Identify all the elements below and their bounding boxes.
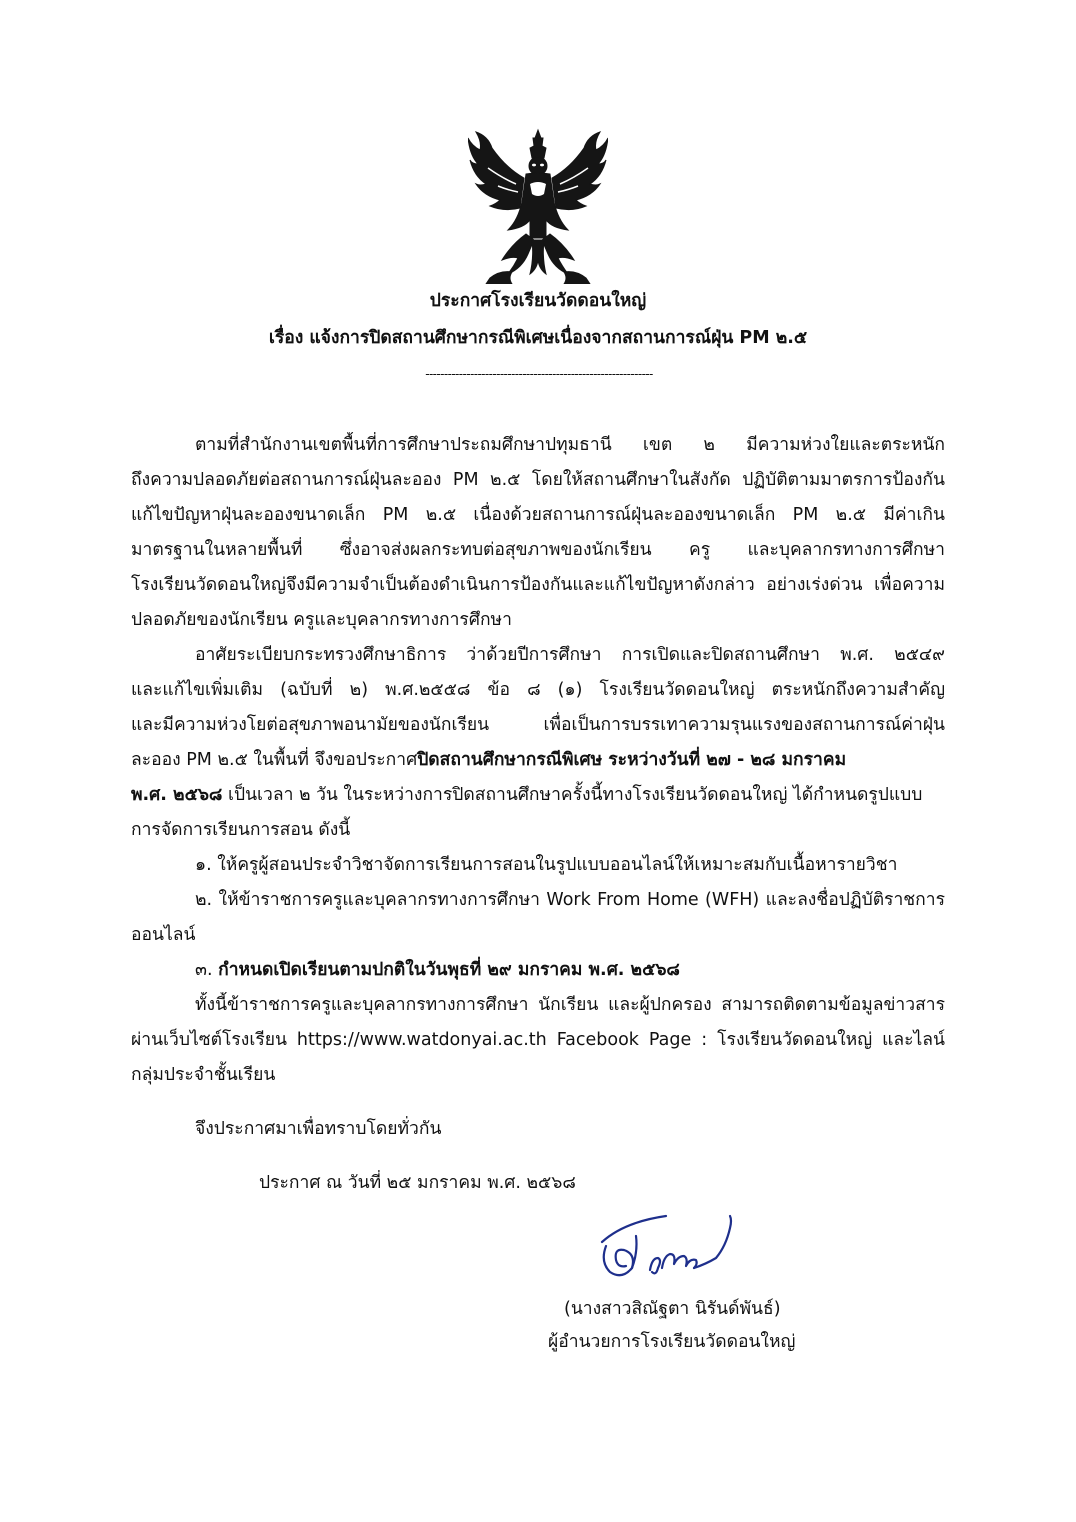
paragraph-line: กลุ่มประจำชั้นเรียน — [131, 1065, 276, 1085]
paragraph-line: ปลอดภัยของนักเรียน ครูและบุคลากรทางการศึกษา — [131, 610, 512, 630]
list-item-continuation: ออนไลน์ — [131, 925, 196, 945]
signatory-name: (นางสาวสิณัฐตา นิรันด์พันธ์) — [564, 1299, 781, 1319]
header-divider: ------------------------------------------------------------- — [425, 367, 653, 381]
paragraph-line: ทั้งนี้ข้าราชการครูและบุคลากรทางการศึกษา นักเรียน และผู้ปกครอง สามารถติดตามข้อมูลข่าวสาร — [195, 995, 945, 1015]
list-item — [195, 957, 680, 983]
list-number: ๓. — [195, 960, 219, 980]
paragraph-line: ผ่านเว็บไซต์โรงเรียน https://www.watdonyai.ac.th Facebook Page : โรงเรียนวัดดอนใหญ่ และไลน์ — [131, 1030, 945, 1050]
list-item: ๑. ให้ครูผู้สอนประจำวิชาจัดการเรียนการสอนในรูปแบบออนไลน์ให้เหมาะสมกับเนื้อหารายวิชา — [195, 855, 898, 875]
reopen-date-text: กำหนดเปิดเรียนตามปกติในวันพุธที่ ๒๙ มกราคม พ.ศ. ๒๕๖๘ — [218, 960, 680, 980]
closure-period-text: ปิดสถานศึกษากรณีพิเศษ ระหว่างวันที่ ๒๗ - ๒๘ มกราคม — [417, 750, 847, 770]
paragraph-line: และแก้ไขเพิ่มเติม (ฉบับที่ ๒) พ.ศ.๒๕๕๘ ข้อ ๘ (๑) โรงเรียนวัดดอนใหญ่ ตระหนักถึงความสำคัญ — [131, 680, 945, 700]
paragraph-line: ตามที่สำนักงานเขตพื้นที่การศึกษาประถมศึกษาปทุมธานี เขต ๒ มีความห่วงใยและตระหนัก — [195, 435, 945, 455]
closure-year-text: พ.ศ. ๒๕๖๘ — [131, 785, 223, 805]
paragraph-line: อาศัยระเบียบกระทรวงศึกษาธิการ ว่าด้วยปีการศึกษา การเปิดและปิดสถานศึกษา พ.ศ. ๒๕๔๙ — [195, 645, 945, 665]
announcement-title: ประกาศโรงเรียนวัดดอนใหญ่ — [429, 291, 647, 311]
paragraph-line: การจัดการเรียนการสอน ดังนี้ — [131, 820, 351, 840]
paragraph-line: โรงเรียนวัดดอนใหญ่จึงมีความจำเป็นต้องดำเนินการป้องกันและแก้ไขปัญหาดังกล่าว อย่างเร่งด่วน เพื่อความ — [131, 575, 945, 595]
paragraph-line: แก้ไขปัญหาฝุ่นละอองขนาดเล็ก PM ๒.๕ เนื่องด้วยสถานการณ์ฝุ่นละอองขนาดเล็ก PM ๒.๕ มีค่าเกิน — [131, 505, 945, 525]
announcement-date: ประกาศ ณ วันที่ ๒๕ มกราคม พ.ศ. ๒๕๖๘ — [259, 1173, 576, 1193]
handwritten-signature — [594, 1206, 744, 1280]
paragraph-line — [131, 782, 922, 808]
closing-statement: จึงประกาศมาเพื่อทราบโดยทั่วกัน — [195, 1119, 442, 1139]
paragraph-line: และมีความห่วงโยต่อสุขภาพอนามัยของนักเรียน เพื่อเป็นการบรรเทาความรุนแรงของสถานการณ์ค่าฝุ่น — [131, 715, 945, 735]
line-text: เป็นเวลา ๒ วัน ในระหว่างการปิดสถานศึกษาครั้งนี้ทางโรงเรียนวัดดอนใหญ่ ได้กำหนดรูปแบบ — [222, 785, 923, 805]
announcement-subject: เรื่อง แจ้งการปิดสถานศึกษากรณีพิเศษเนื่องจากสถานการณ์ฝุ่น PM ๒.๕ — [268, 328, 808, 348]
paragraph-line: ถึงความปลอดภัยต่อสถานการณ์ฝุ่นละออง PM ๒.๕ โดยให้สถานศึกษาในสังกัด ปฏิบัติตามมาตรการป้องกัน — [131, 470, 945, 490]
garuda-emblem-icon — [468, 128, 608, 284]
line-text: ละออง PM ๒.๕ ในพื้นที่ จึงขอประกาศ — [131, 750, 418, 770]
paragraph-line — [131, 747, 846, 773]
list-item: ๒. ให้ข้าราชการครูและบุคลากรทางการศึกษา Work From Home (WFH) และลงชื่อปฏิบัติราชการ — [195, 890, 945, 910]
signatory-position: ผู้อำนวยการโรงเรียนวัดดอนใหญ่ — [548, 1332, 796, 1352]
paragraph-line: มาตรฐานในหลายพื้นที่ ซึ่งอาจส่งผลกระทบต่อสุขภาพของนักเรียน ครู และบุคลากรทางการศึกษา — [131, 540, 945, 560]
